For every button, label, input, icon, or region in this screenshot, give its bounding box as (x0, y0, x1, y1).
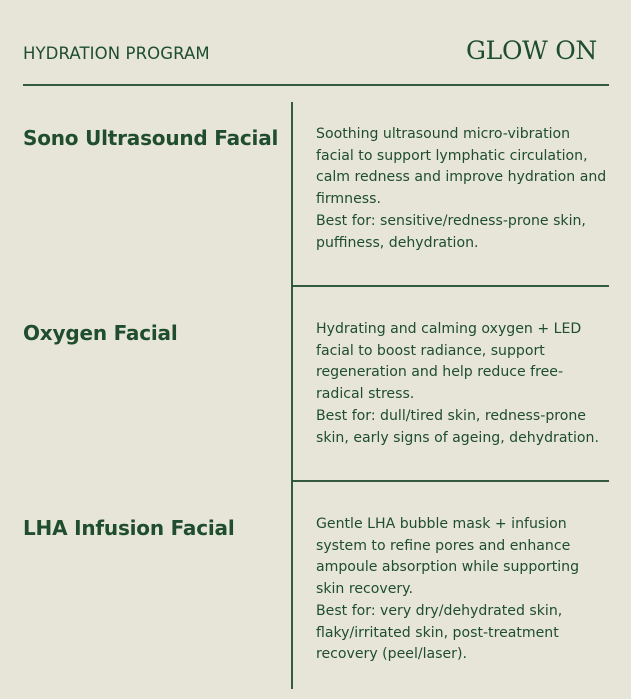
treatment-description-sono-ultrasound (316, 124, 610, 254)
column-divider (291, 102, 293, 689)
brand-logo: GLOW ON (466, 36, 597, 65)
treatment-description-lha-infusion (316, 514, 610, 666)
treatment-description-text: Gentle LHA bubble mask + infusion system to refine pores and enhance ampoule absorption while supporting skin recovery. (316, 516, 580, 598)
treatment-best-for-text: Best for: very dry/dehydrated skin, flaky/irritated skin, post-treatment recovery (peel/laser). (316, 602, 563, 663)
treatment-description-text: Hydrating and calming oxygen + LED facial to boost radiance, support regeneration and help reduce free-radical stress. (316, 321, 582, 403)
row-divider (292, 285, 609, 287)
header-divider (23, 84, 609, 86)
treatment-name-lha-infusion: LHA Infusion Facial (23, 516, 235, 540)
treatment-name-oxygen: Oxygen Facial (23, 321, 178, 345)
treatment-name-sono-ultrasound: Sono Ultrasound Facial (23, 126, 279, 150)
treatment-description-text: Soothing ultrasound micro-vibration facial to support lymphatic circulation, calm redness and improve hydration and firmness. (316, 126, 607, 208)
treatment-best-for-text: Best for: sensitive/redness-prone skin, puffiness, dehydration. (316, 212, 586, 251)
treatment-description-oxygen (316, 319, 610, 449)
program-label: HYDRATION PROGRAM (23, 44, 210, 63)
row-divider (292, 480, 609, 482)
treatment-best-for-text: Best for: dull/tired skin, redness-prone skin, early signs of ageing, dehydration. (316, 407, 599, 446)
